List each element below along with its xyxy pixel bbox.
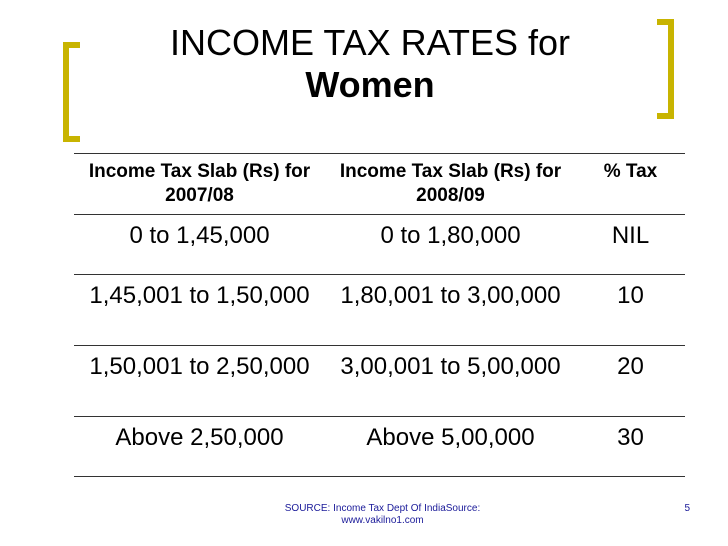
cell-percent-tax: 10 <box>576 275 685 346</box>
cell-slab-2007-08: 1,45,001 to 1,50,000 <box>74 275 325 346</box>
table-row <box>74 215 685 275</box>
cell-slab-2007-08: Above 2,50,000 <box>74 417 325 477</box>
slide-title-line2: Women <box>305 64 435 105</box>
header-percent-tax: % Tax <box>603 161 658 182</box>
table-row <box>74 417 685 477</box>
cell-slab-2007-08: 1,50,001 to 2,50,000 <box>74 346 325 417</box>
table-row <box>74 275 685 346</box>
tax-rates-table <box>74 153 685 477</box>
left-bracket-decoration <box>63 42 80 142</box>
table-header-row <box>74 154 685 215</box>
right-bracket-decoration <box>657 19 674 119</box>
cell-slab-2008-09: 3,00,001 to 5,00,000 <box>325 346 576 417</box>
header-slab-2008-09: Income Tax Slab (Rs) for 2008/09 <box>339 161 562 206</box>
cell-percent-tax: 20 <box>576 346 685 417</box>
header-slab-2007-08: Income Tax Slab (Rs) for 2007/08 <box>88 161 311 206</box>
page-number: 5 <box>684 503 690 514</box>
footer-source: SOURCE: Income Tax Dept Of IndiaSource: www.vakilno1.com <box>284 503 481 526</box>
cell-slab-2008-09: 1,80,001 to 3,00,000 <box>325 275 576 346</box>
cell-slab-2008-09: 0 to 1,80,000 <box>325 215 576 275</box>
cell-percent-tax: NIL <box>576 215 685 275</box>
cell-percent-tax: 30 <box>576 417 685 477</box>
slide-title <box>110 22 630 106</box>
table-row <box>74 346 685 417</box>
slide-title-line1: INCOME TAX RATES for <box>169 22 571 63</box>
cell-slab-2007-08: 0 to 1,45,000 <box>74 215 325 275</box>
cell-slab-2008-09: Above 5,00,000 <box>325 417 576 477</box>
